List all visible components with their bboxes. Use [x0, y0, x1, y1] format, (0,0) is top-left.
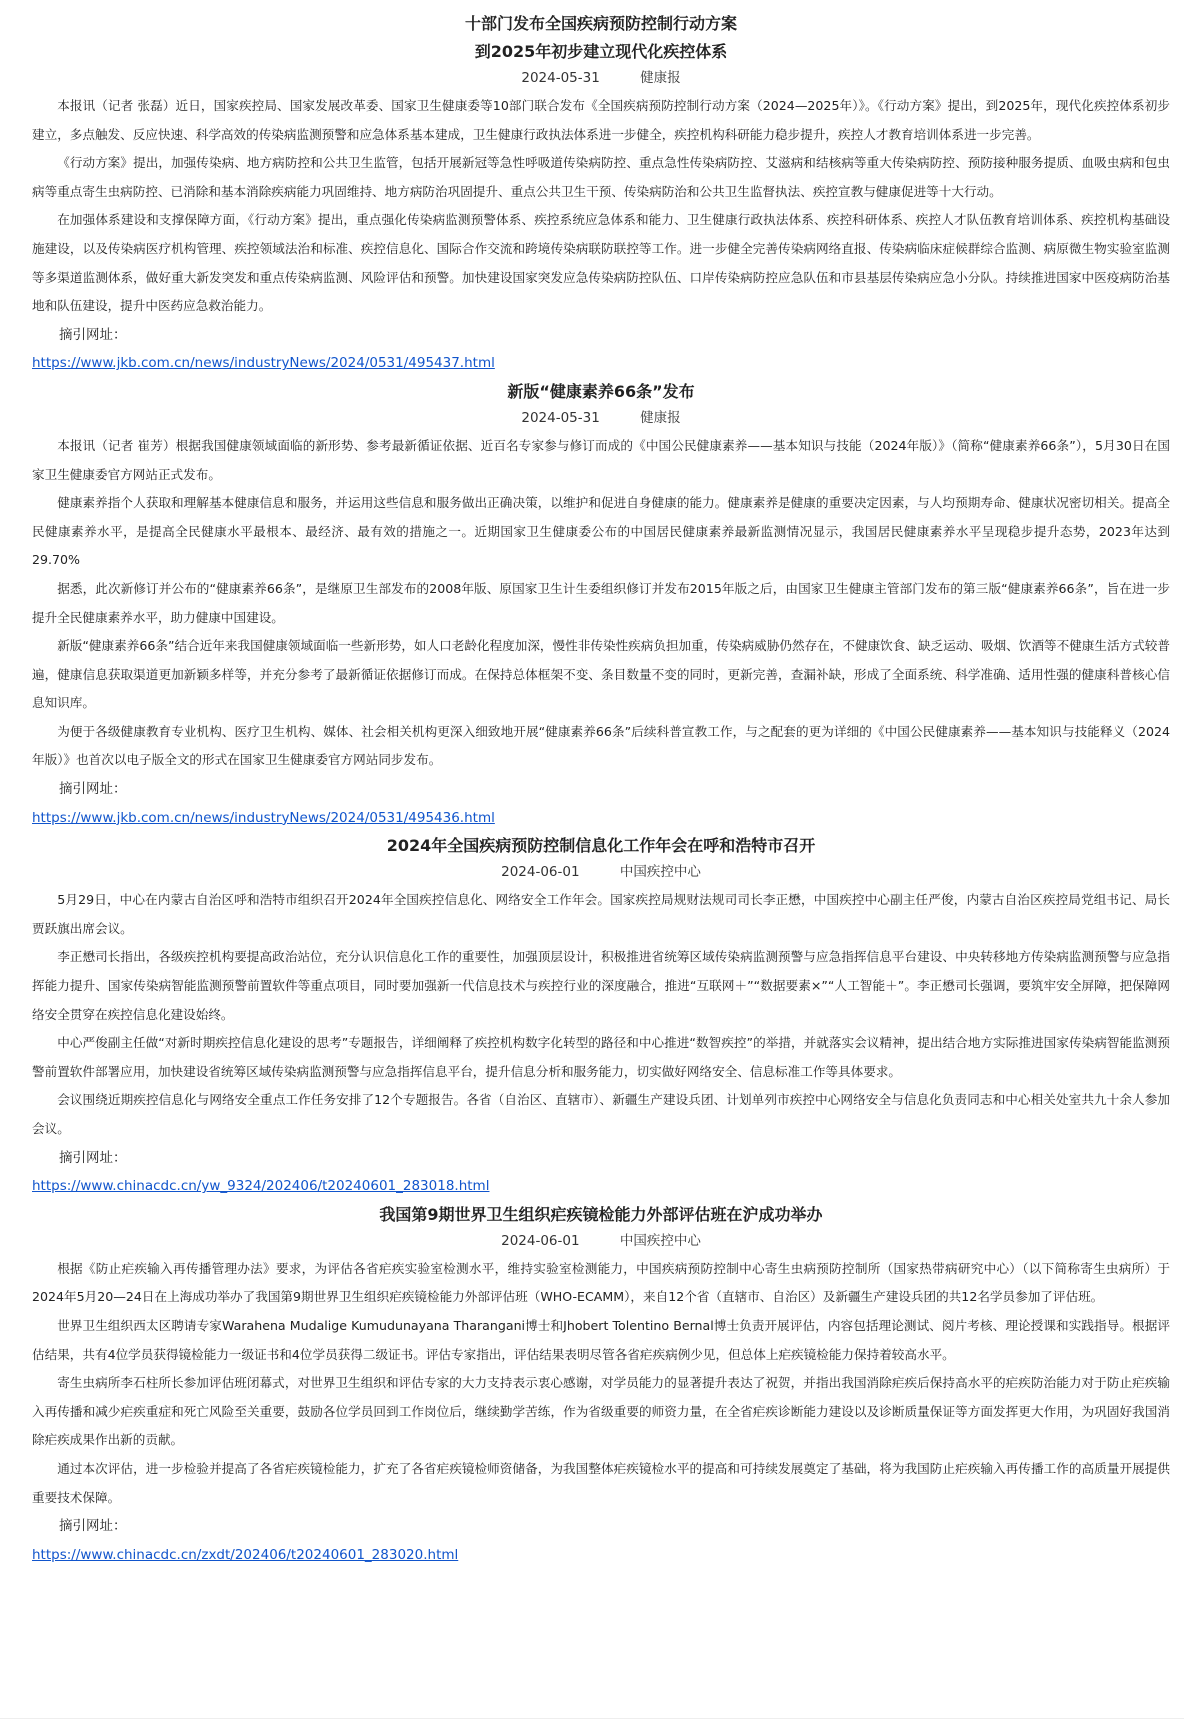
article-date: 2024-05-31 [521, 70, 600, 86]
article-source: 中国疾控中心 [619, 864, 701, 881]
article-title-line: 2024年全国疾病预防控制信息化工作年会在呼和浩特市召开 [386, 836, 816, 856]
reference-link[interactable]: https://www.chinacdc.cn/zxdt/202406/t20240601_283020.html [32, 1546, 459, 1563]
article-paragraph: 5月29日，中心在内蒙古自治区呼和浩特市组织召开2024年全国疾控信息化、网络安全工作年会。国家疾控局规财法规司司长李正懋，中国疾控中心副主任严俊，内蒙古自治区疾控局党组书记、局长贾跃旗出席会议。 [32, 892, 1170, 936]
article-source: 中国疾控中心 [619, 1232, 701, 1249]
reference-link[interactable]: https://www.jkb.com.cn/news/industryNews/2024/0531/495436.html [32, 809, 495, 826]
article-paragraph: 中心严俊副主任做“对新时期疾控信息化建设的思考”专题报告，详细阐释了疾控机构数字化转型的路径和中心推进“数智疾控”的举措，并就落实会议精神，提出结合地方实际推进国家传染病智能监测预警前置软件部署应用，加快建设省统筹区域传染病监测预警与应急指挥信息平台，提升信息分析和服务能力，切实做好网络安全、信息标准工作等具体要求。 [32, 1035, 1170, 1079]
reference-link[interactable]: https://www.chinacdc.cn/yw_9324/202406/t20240601_283018.html [32, 1178, 490, 1195]
article-paragraph: 本报讯（记者 崔芳）根据我国健康领域面临的新形势、参考最新循证依据、近百名专家参与修订而成的《中国公民健康素养——基本知识与技能（2024年版）》（简称“健康素养66条”），5月30日在国家卫生健康委官方网站正式发布。 [32, 437, 1170, 482]
article-paragraph: 本报讯（记者 张磊）近日，国家疾控局、国家发展改革委、国家卫生健康委等10部门联合发布《全国疾病预防控制行动方案（2024—2025年）》。《行动方案》提出，到2025年，现代化疾控体系初步建立，多点触发、反应快速、科学高效的传染病监测预警和应急体系基本建成，卫生健康行政执法体系进一步健全，疾控机构科研能力稳步提升，疾控人才教育培训体系进一步完善。 [32, 98, 1170, 142]
article-title-line: 我国第9期世界卫生组织疟疾镜检能力外部评估班在沪成功举办 [379, 1204, 823, 1224]
article-paragraph: 健康素养指个人获取和理解基本健康信息和服务，并运用这些信息和服务做出正确决策，以维护和促进自身健康的能力。健康素养是健康的重要决定因素，与人均预期寿命、健康状况密切相关。提高全民健康素养水平，是提高全民健康水平最根本、最经济、最有效的措施之一。近期国家卫生健康委公布的中国居民健康素养最新监测情况显示，我国居民健康素养水平呈现稳步提升态势，2023年达到29.70% [32, 495, 1170, 568]
article-title [32, 1201, 1170, 1229]
article-meta [32, 862, 1170, 882]
reference-label: 摘引网址： [59, 1518, 127, 1535]
article-title [32, 378, 1170, 406]
article-source: 健康报 [640, 409, 681, 426]
reference-label: 摘引网址： [59, 326, 127, 343]
article-paragraph: 在加强体系建设和支撑保障方面，《行动方案》提出，重点强化传染病监测预警体系、疾控系统应急体系和能力、卫生健康行政执法体系、疾控科研体系、疾控人才队伍教育培训体系、疾控机构基础设施建设，以及传染病医疗机构管理、疾控领域法治和标准、疾控信息化、国际合作交流和跨境传染病联防联控等工作。进一步健全完善传染病网络直报、传染病临床症候群综合监测、病原微生物实验室监测等多渠道监测体系，做好重大新发突发和重点传染病监测、风险评估和预警。加快建设国家突发应急传染病防控队伍、口岸传染病防控应急队伍和市县基层传染病应急小分队。持续推进国家中医疫病防治基地和队伍建设，提升中医药应急救治能力。 [32, 212, 1170, 314]
article-1 [0, 0, 1184, 378]
article-paragraph: 新版“健康素养66条”结合近年来我国健康领域面临一些新形势，如人口老龄化程度加深，慢性非传染性疾病负担加重，传染病威胁仍然存在，不健康饮食、缺乏运动、吸烟、饮酒等不健康生活方式较普遍，健康信息获取渠道更加新颖多样等，并充分参考了最新循证依据修订而成。在保持总体框架不变、条目数量不变的同时，更新完善，查漏补缺，形成了全面系统、科学准确、适用性强的健康科普核心信息知识库。 [32, 638, 1170, 711]
article-paragraph: 根据《防止疟疾输入再传播管理办法》要求，为评估各省疟疾实验室检测水平，维持实验室检测能力，中国疾病预防控制中心寄生虫病预防控制所（国家热带病研究中心）（以下简称寄生虫病所）于2024年5月20—24日在上海成功举办了我国第9期世界卫生组织疟疾镜检能力外部评估班（WHO-ECAMM），来自12个省（直辖市、自治区）及新疆生产建设兵团的共12名学员参加了评估班。 [32, 1260, 1170, 1305]
article-paragraph: 寄生虫病所李石柱所长参加评估班闭幕式，对世界卫生组织和评估专家的大力支持表示衷心感谢，对学员能力的显著提升表达了祝贺，并指出我国消除疟疾后保持高水平的疟疾防治能力对于防止疟疾输入再传播和减少疟疾重症和死亡风险至关重要，鼓励各位学员回到工作岗位后，继续勤学苦练，作为省级重要的师资力量，在全省疟疾诊断能力建设以及诊断质量保证等方面发挥更大作用，为巩固好我国消除疟疾成果作出新的贡献。 [32, 1375, 1170, 1448]
bottom-divider [0, 1718, 1184, 1719]
article-meta [32, 408, 1170, 428]
reference-label: 摘引网址： [59, 1149, 127, 1166]
article-title-line: 到2025年初步建立现代化疾控体系 [474, 42, 728, 61]
reference-link[interactable]: https://www.jkb.com.cn/news/industryNews/2024/0531/495437.html [32, 355, 495, 372]
article-paragraph: 会议围绕近期疾控信息化与网络安全重点工作任务安排了12个专题报告。各省（自治区、直辖市）、新疆生产建设兵团、计划单列市疾控中心网络安全与信息化负责同志和中心相关处室共九十余人参加会议。 [32, 1092, 1170, 1136]
article-date: 2024-06-01 [501, 1232, 580, 1249]
article-paragraph: 为便于各级健康教育专业机构、医疗卫生机构、媒体、社会相关机构更深入细致地开展“健康素养66条”后续科普宣教工作，与之配套的更为详细的《中国公民健康素养——基本知识与技能释义（2024年版）》也首次以电子版全文的形式在国家卫生健康委官方网站同步发布。 [32, 723, 1170, 768]
article-paragraph: 通过本次评估，进一步检验并提高了各省疟疾镜检能力，扩充了各省疟疾镜检师资储备，为我国整体疟疾镜检水平的提高和可持续发展奠定了基础，将为我国防止疟疾输入再传播工作的高质量开展提供重要技术保障。 [32, 1460, 1170, 1505]
article-paragraph: 李正懋司长指出，各级疾控机构要提高政治站位，充分认识信息化工作的重要性，加强顶层设计，积极推进省统筹区域传染病监测预警与应急指挥信息平台建设、中央转移地方传染病监测预警与应急指挥能力提升、国家传染病智能监测预警前置软件等重点项目，同时要加强新一代信息技术与疾控行业的深度融合，推进“互联网＋”“数据要素×”“人工智能＋”。李正懋司长强调，要筑牢安全屏障，把保障网络安全贯穿在疾控信息化建设始终。 [32, 949, 1170, 1022]
article-date: 2024-05-31 [521, 409, 600, 426]
article-title [32, 10, 1170, 66]
article-3 [0, 832, 1184, 1201]
article-title-line: 新版“健康素养66条”发布 [507, 381, 695, 401]
article-paragraph: 据悉，此次新修订并公布的“健康素养66条”，是继原卫生部发布的2008年版、原国家卫生计生委组织修订并发布2015年版之后，由国家卫生健康主管部门发布的第三版“健康素养66条”，旨在进一步提升全民健康素养水平，助力健康中国建设。 [32, 580, 1170, 625]
article-4 [0, 1201, 1184, 1570]
article-date: 2024-06-01 [501, 864, 580, 881]
reference-label: 摘引网址： [59, 781, 127, 798]
article-paragraph: 《行动方案》提出，加强传染病、地方病防控和公共卫生监管，包括开展新冠等急性呼吸道传染病防控、重点急性传染病防控、艾滋病和结核病等重大传染病防控、预防接种服务提质、血吸虫病和包虫病等重点寄生虫病防控、已消除和基本消除疾病能力巩固维持、地方病防治巩固提升、重点公共卫生干预、传染病防治和公共卫生监督执法、疾控宣教与健康促进等十大行动。 [32, 155, 1170, 199]
article-2 [0, 378, 1184, 832]
article-paragraph: 世界卫生组织西太区聘请专家Warahena Mudalige Kumudunayana Tharangani博士和Jhobert Tolentino Bernal博士负责开展评估，内容包括理论测试、阅片考核、理论授课和实践指导。根据评估结果，共有4位学员获得镜检能力一级证书和4位学员获得二级证书。评估专家指出，评估结果表明尽管各省疟疾病例少见，但总体上疟疾镜检能力保持着较高水平。 [32, 1317, 1170, 1362]
article-meta [32, 68, 1170, 88]
article-title-line: 十部门发布全国疾病预防控制行动方案 [464, 14, 737, 33]
article-source: 健康报 [640, 70, 681, 86]
article-meta [32, 1231, 1170, 1251]
article-title [32, 832, 1170, 860]
